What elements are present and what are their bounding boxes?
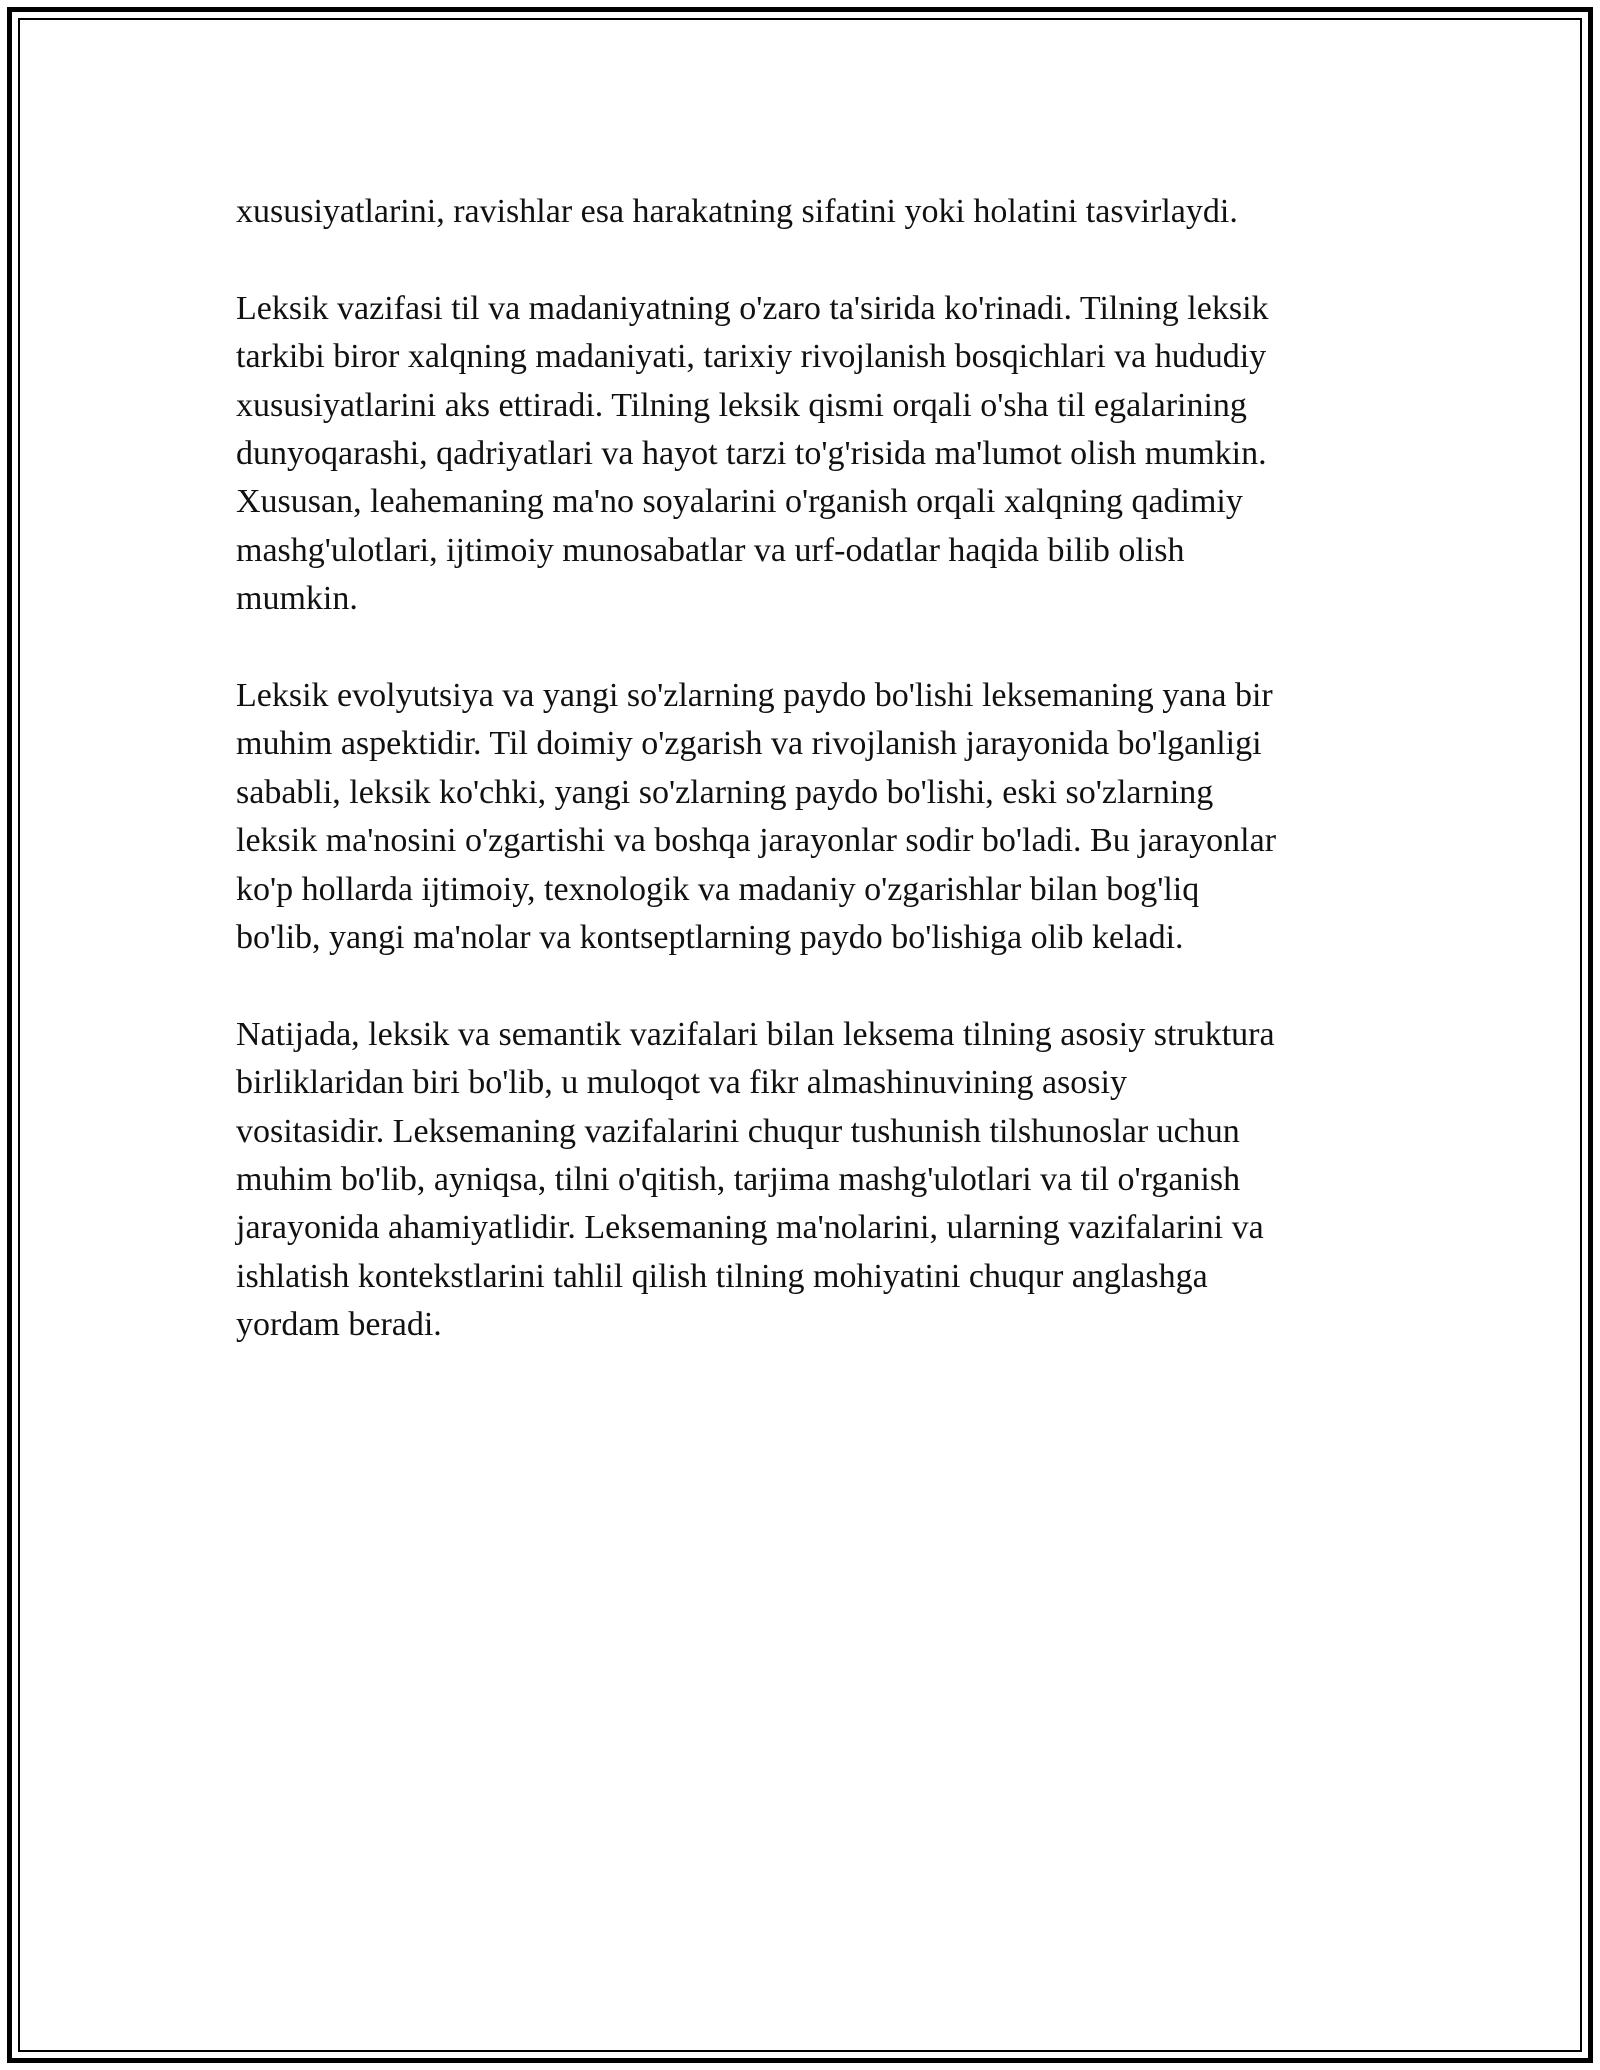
text-line: Leksik vazifasi til va madaniyatning o'zaro ta'sirida ko'rinadi. Tilning leksik [236,289,1269,327]
paragraph-1 [236,188,1366,236]
text-line: ko'p hollarda ijtimoiy, texnologik va madaniy o'zgarishlar bilan bog'liq [236,870,1200,908]
text-line: Natijada, leksik va semantik vazifalari bilan leksema tilning asosiy struktura [236,1015,1275,1053]
text-line: xususiyatlarini aks ettiradi. Tilning leksik qismi orqali o'sha til egalarining [236,386,1247,424]
text-line: sababli, leksik ko'chki, yangi so'zlarning paydo bo'lishi, eski so'zlarning [236,773,1214,811]
text-line: muhim bo'lib, ayniqsa, tilni o'qitish, tarjima mashg'ulotlari va til o'rganish [236,1161,1241,1199]
text-line: tarkibi biror xalqning madaniyati, tarixiy rivojlanish bosqichlari va hududiy [236,338,1267,376]
text-line: ishlatish kontekstlarini tahlil qilish tilning mohiyatini chuqur anglashga [236,1257,1208,1295]
text-line: muhim aspektidir. Til doimiy o'zgarish va rivojlanish jarayonida bo'lganligi [236,725,1262,763]
text-line: Xususan, leahemaning ma'no soyalarini o'rganish orqali xalqning qadimiy [236,483,1243,521]
text-line: xususiyatlarini, ravishlar esa harakatning sifatini yoki holatini tasvirlaydi. [236,193,1238,230]
text-line: dunyoqarashi, qadriyatlari va hayot tarzi to'g'risida ma'lumot olish mumkin. [236,435,1267,473]
paragraph-4 [236,1011,1366,1350]
text-line: vositasidir. Leksemaning vazifalarini chuqur tushunish tilshunoslar uchun [236,1112,1240,1150]
paragraph-2 [236,285,1366,624]
text-line: mumkin. [236,580,358,618]
text-line: yordam beradi. [236,1306,442,1344]
text-line: bo'lib, yangi ma'nolar va kontseptlarning paydo bo'lishiga olib keladi. [236,919,1184,957]
text-line: mashg'ulotlari, ijtimoiy munosabatlar va urf-odatlar haqida bilib olish [236,531,1185,569]
paragraph-3 [236,672,1366,962]
text-line: Leksik evolyutsiya va yangi so'zlarning paydo bo'lishi leksemaning yana bir [236,677,1273,715]
text-line: jarayonida ahamiyatlidir. Leksemaning ma'nolarini, ularning vazifalarini va [236,1209,1264,1247]
text-line: birliklaridan biri bo'lib, u muloqot va fikr almashinuvining asosiy [236,1064,1127,1102]
text-line: leksik ma'nosini o'zgartishi va boshqa jarayonlar sodir bo'ladi. Bu jarayonlar [236,822,1277,860]
document-body [236,188,1366,1350]
